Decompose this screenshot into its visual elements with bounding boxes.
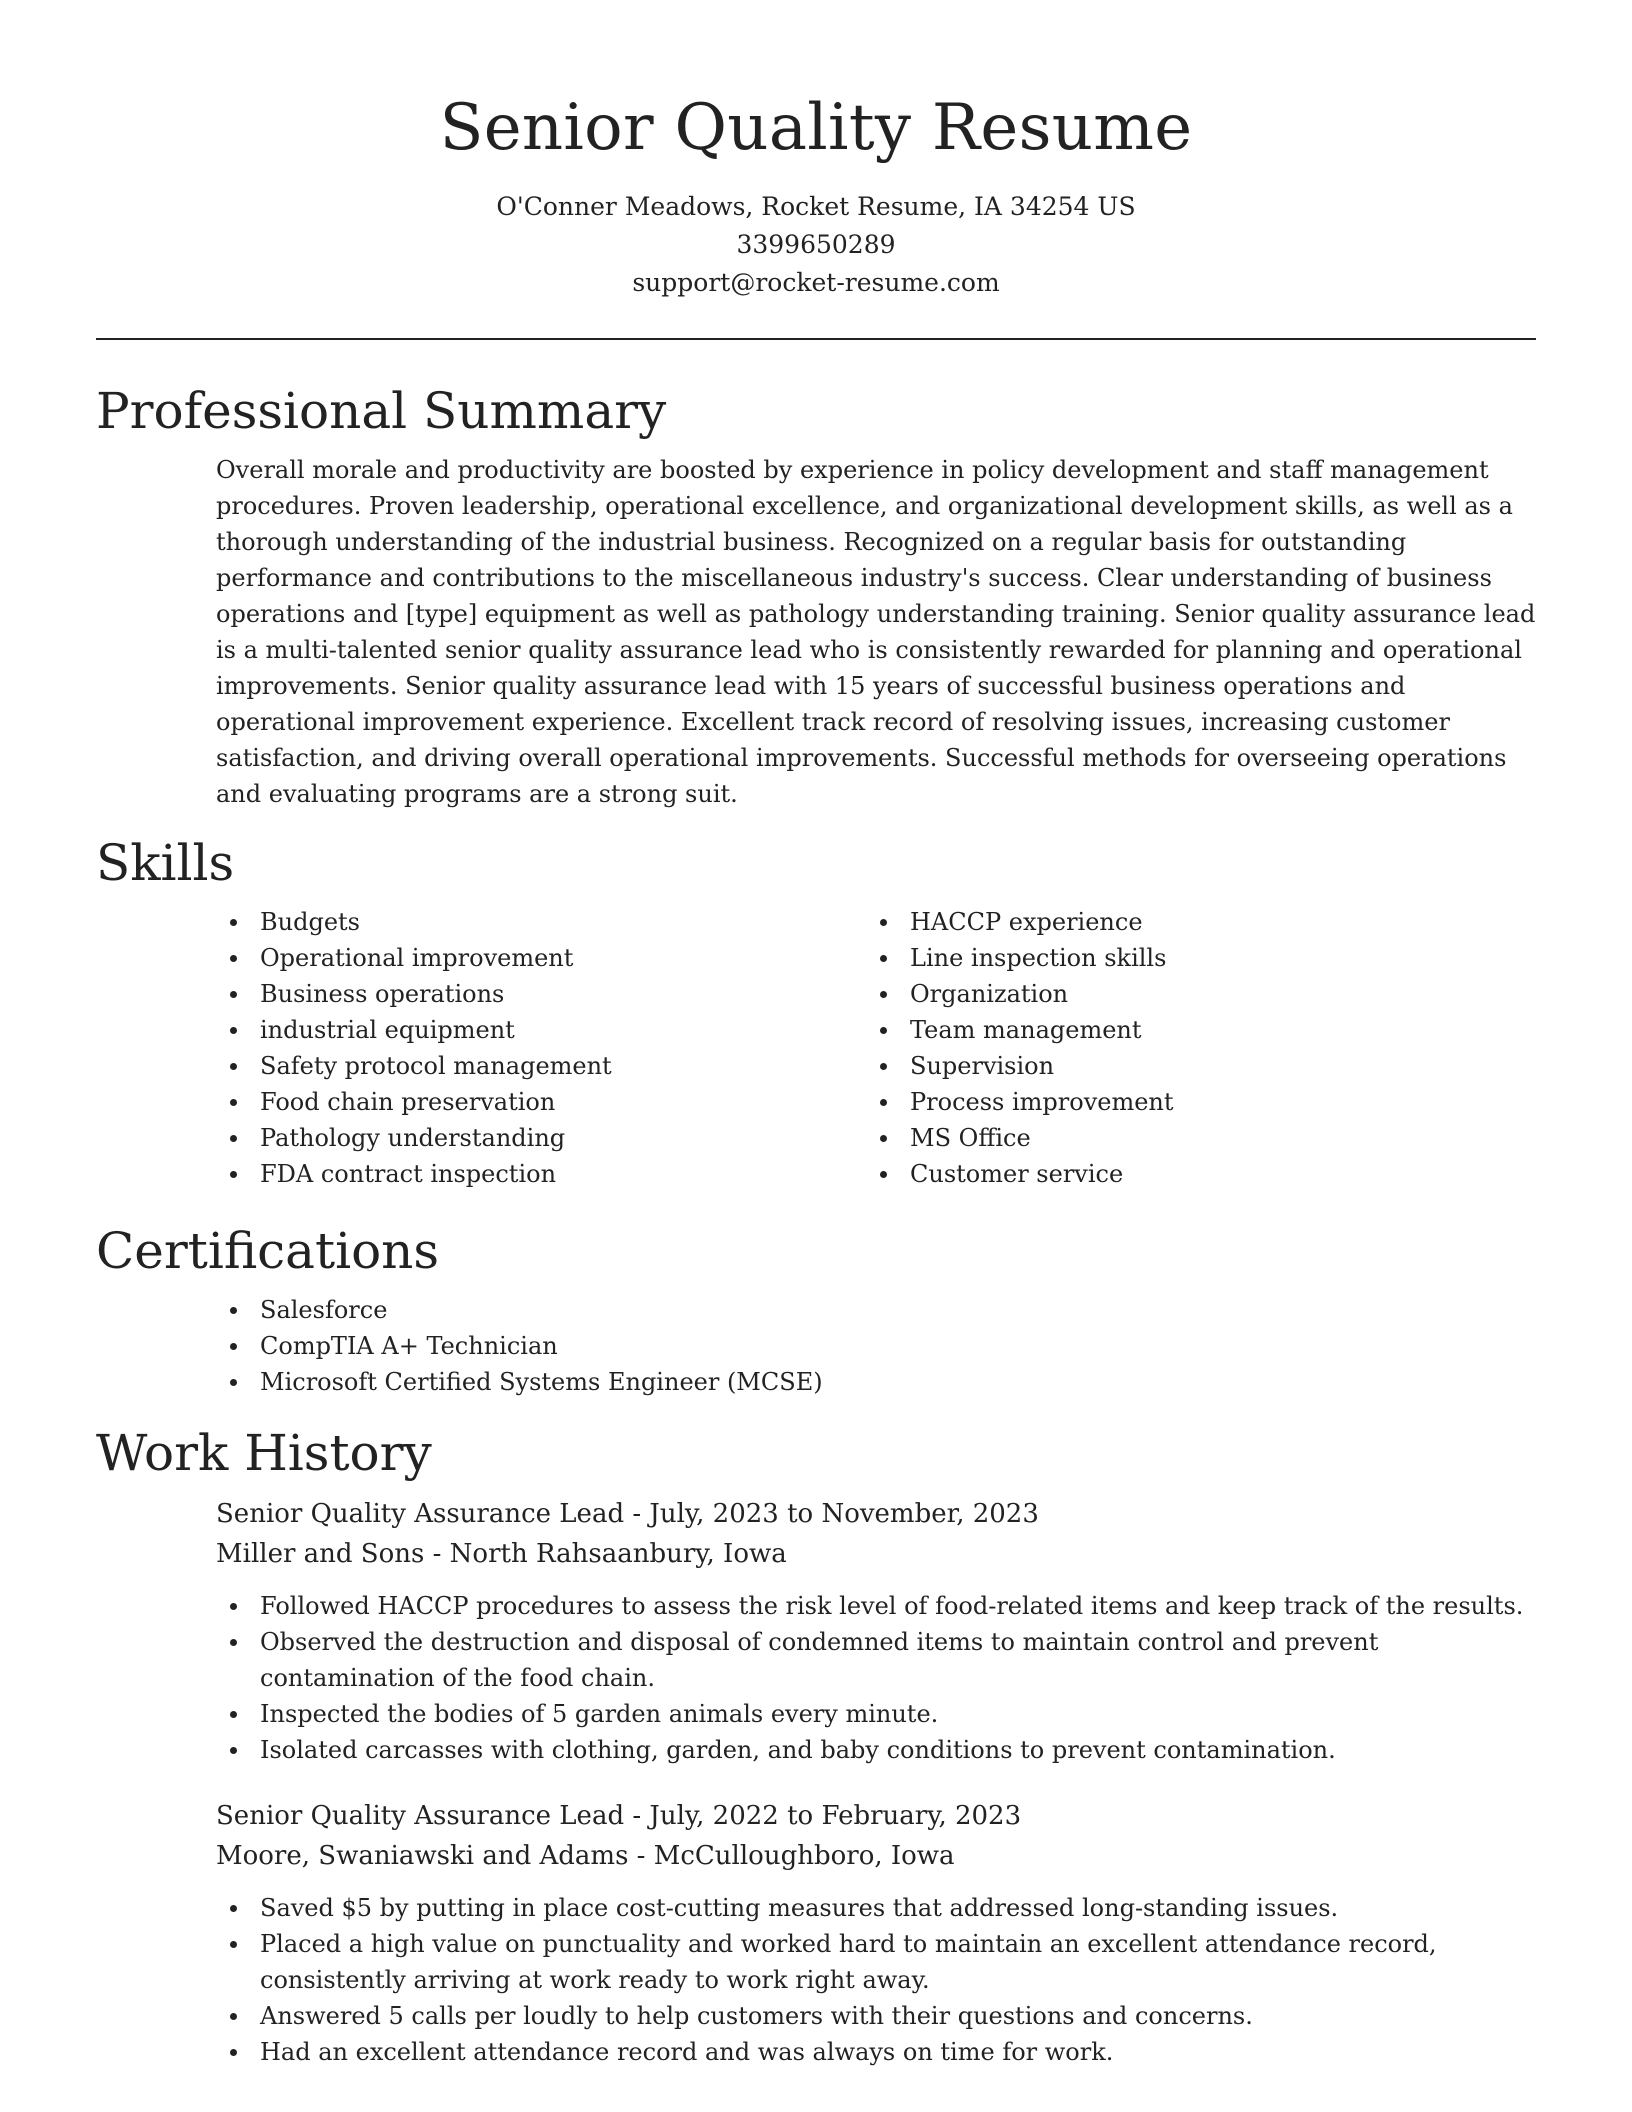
job-entry — [96, 1494, 1536, 1768]
skills-heading: Skills — [96, 834, 235, 892]
summary-text: Overall morale and productivity are boosted by experience in policy development and staff management procedures. Proven leadership, operational excellence, and organizational development skills, as well as a thorough understanding of the industrial business. Recognized on a regular basis for outstanding performance and contributions to the miscellaneous industry's success. Clear understanding of business operations and [type] equipment as well as pathology understanding training. Senior quality assurance lead is a multi-talented senior quality assurance lead who is consistently rewarded for planning and operational improvements. Senior quality assurance lead with 15 years of successful business operations and operational improvement experience. Excellent track record of resolving issues, increasing customer satisfaction, and driving overall operational improvements. Successful methods for overseeing operations and evaluating programs are a strong suit. — [216, 456, 1536, 808]
job-title-line: Senior Quality Assurance Lead - July, 2022 to February, 2023 — [216, 1801, 1022, 1831]
job-bullet: Isolated carcasses with clothing, garden, and baby conditions to prevent contamination. — [216, 1732, 1536, 1768]
summary-section — [96, 380, 1536, 812]
certification-item: CompTIA A+ Technician — [216, 1328, 1536, 1364]
job-bullets — [216, 1890, 1536, 2070]
header-divider — [96, 338, 1536, 340]
skills-list-left — [216, 904, 866, 1192]
summary-heading: Professional Summary — [96, 382, 667, 440]
skill-item: Customer service — [866, 1156, 1516, 1192]
contact-email: support@rocket-resume.com — [632, 268, 1000, 297]
skill-item: FDA contract inspection — [216, 1156, 866, 1192]
skills-list-right — [866, 904, 1516, 1192]
skill-item: Line inspection skills — [866, 940, 1516, 976]
job-bullet: Inspected the bodies of 5 garden animals every minute. — [216, 1696, 1536, 1732]
certifications-list — [216, 1292, 1536, 1400]
skill-item: Business operations — [216, 976, 866, 1012]
skill-item: Food chain preservation — [216, 1084, 866, 1120]
skill-item: HACCP experience — [866, 904, 1516, 940]
resume-page — [96, 0, 1536, 2070]
resume-header — [96, 0, 1536, 302]
skill-item: MS Office — [866, 1120, 1516, 1156]
resume-name: Senior Quality Resume — [439, 91, 1193, 165]
skill-item: Team management — [866, 1012, 1516, 1048]
job-bullet: Had an excellent attendance record and was always on time for work. — [216, 2034, 1536, 2070]
skill-item: Pathology understanding — [216, 1120, 866, 1156]
contact-phone: 3399650289 — [736, 230, 896, 259]
skills-columns — [216, 904, 1536, 1192]
job-bullet: Observed the destruction and disposal of condemned items to maintain control and prevent contamination of the food chain. — [216, 1624, 1536, 1696]
job-company-line: Moore, Swaniawski and Adams - McCulloughboro, Iowa — [216, 1841, 955, 1871]
skill-item: Operational improvement — [216, 940, 866, 976]
skill-item: Process improvement — [866, 1084, 1516, 1120]
job-title-line: Senior Quality Assurance Lead - July, 2023 to November, 2023 — [216, 1499, 1039, 1529]
skill-item: industrial equipment — [216, 1012, 866, 1048]
certification-item: Salesforce — [216, 1292, 1536, 1328]
contact-address: O'Conner Meadows, Rocket Resume, IA 34254 US — [496, 192, 1136, 221]
job-bullet: Saved $5 by putting in place cost-cutting measures that addressed long-standing issues. — [216, 1890, 1536, 1926]
job-entry — [96, 1796, 1536, 2070]
skill-item: Supervision — [866, 1048, 1516, 1084]
skill-item: Safety protocol management — [216, 1048, 866, 1084]
skills-section — [96, 832, 1536, 1192]
certifications-section — [96, 1220, 1536, 1400]
job-bullet: Placed a high value on punctuality and worked hard to maintain an excellent attendance record, consistently arriving at work ready to work right away. — [216, 1926, 1536, 1998]
skill-item: Budgets — [216, 904, 866, 940]
job-bullets — [216, 1588, 1536, 1768]
work-history-section — [96, 1422, 1536, 2070]
certifications-heading: Certifications — [96, 1222, 440, 1280]
job-company-line: Miller and Sons - North Rahsaanbury, Iowa — [216, 1539, 787, 1569]
job-bullet: Answered 5 calls per loudly to help customers with their questions and concerns. — [216, 1998, 1536, 2034]
job-bullet: Followed HACCP procedures to assess the risk level of food-related items and keep track of the results. — [216, 1588, 1536, 1624]
certification-item: Microsoft Certified Systems Engineer (MCSE) — [216, 1364, 1536, 1400]
skill-item: Organization — [866, 976, 1516, 1012]
work-history-heading: Work History — [96, 1424, 432, 1482]
